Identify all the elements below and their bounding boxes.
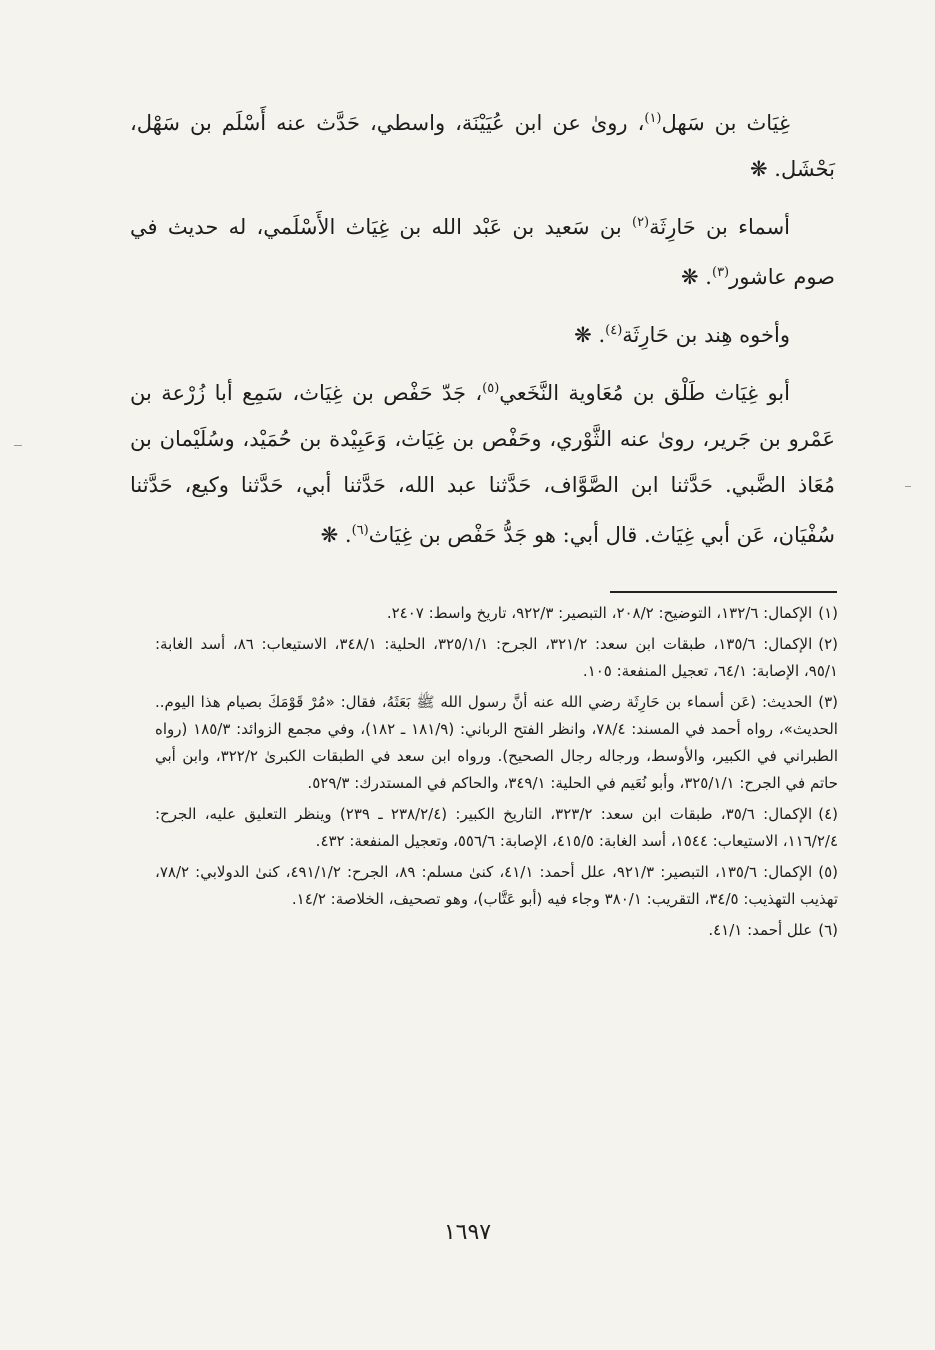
entry-text: أبو غِيَاث طَلْق بن مُعَاوية النَّخَعي bbox=[499, 381, 790, 405]
footnote-divider bbox=[610, 591, 837, 593]
footnote-text: الإكمال: ١٣٥/٦، التبصير: ٩٢١/٣، علل أحمد: ٤١/١، كنىٰ مسلم: ٨٩، الجرح: ٤٩١/١/٢، كنىٰ الدولابي: ٧٨/٢، تهذيب التهذيب: ٣٤/٥، التقريب: ٣٨٠/١ وجاء فيه (أبو عَتَّاب)، وهو تصحيف، الخلاصة: ١٤/٢. bbox=[155, 863, 838, 908]
footnotes bbox=[155, 600, 838, 948]
footnote-number: (١) bbox=[818, 604, 838, 622]
scan-edge-mark bbox=[905, 486, 911, 487]
footnote-number: (٢) bbox=[818, 635, 839, 653]
entry-ghiyath-ibn-sahl bbox=[130, 96, 835, 192]
footnote-ref: (٥) bbox=[482, 381, 500, 396]
entry-text-end: . ❋ bbox=[320, 523, 352, 547]
footnote-5 bbox=[155, 859, 838, 913]
footnote-1 bbox=[155, 600, 838, 627]
entry-text-rest: ، روىٰ عن ابن عُيَيْنَة، واسطي، حَدَّث عنه أَسْلَم بن سَهْل، بَحْشَل. ❋ bbox=[130, 111, 835, 181]
footnote-ref: (٣) bbox=[711, 265, 730, 280]
footnote-3 bbox=[155, 689, 838, 797]
footnote-text: الإكمال: ٣٥/٦، طبقات ابن سعد: ٣٢٣/٢، التاريخ الكبير: (٢٣٨/٢/٤ ـ ٢٣٩) وينظر التعليق عليه، الجرح: ١١٦/٢/٤، الاستيعاب: ١٥٤٤، أسد الغابة: ٤١٥/٥، الإصابة: ٥٥٦/٦، وتعجيل المنفعة: ٤٣٢. bbox=[155, 805, 838, 850]
entry-hind-ibn-haritha bbox=[130, 308, 835, 358]
entry-asma-ibn-haritha bbox=[130, 200, 835, 300]
footnote-text: الحديث: (عَن أسماء بن حَارِثَة رضي الله عنه أنَّ رسول الله ﷺ بَعَثَهُ، فقال: «مُرْ قَوْمَكَ بصيام هذا اليوم.. الحديث»، رواه أحمد في المسند: ٧٨/٤، وانظر الفتح الرباني: (١٨١/٩ ـ ١٨٢)، وفي مجمع الزوائد: ١٨٥/٣ (رواه الطبراني في الكبير، والأوسط، ورجاله رجال الصحيح). ورواه ابن سعد في الطبقات الكبرىٰ ٣٢٢/٢، وابن أبي حاتم في الجرح: ٣٢٥/١/١، وأبو نُعَيم في الحلية: ٣٤٩/١، والحاكم في المستدرك: ٥٢٩/٣. bbox=[155, 693, 838, 792]
footnote-2 bbox=[155, 631, 838, 685]
footnote-ref: (٢) bbox=[631, 215, 650, 230]
page-number: ١٦٩٧ bbox=[443, 1220, 492, 1245]
footnote-number: (٤) bbox=[818, 805, 838, 823]
scan-edge-mark bbox=[14, 445, 22, 446]
footnote-4 bbox=[155, 801, 838, 855]
footnote-number: (٥) bbox=[818, 863, 838, 881]
footnote-ref: (١) bbox=[644, 111, 662, 126]
main-text bbox=[130, 96, 835, 558]
footnote-ref: (٤) bbox=[605, 323, 623, 338]
entry-text-rest: بن سَعيد بن عَبْد الله بن غِيَاث الأَسْلَمي، له حديث في صوم عاشور bbox=[130, 215, 835, 289]
entry-text: أسماء بن حَارِثَة bbox=[649, 215, 790, 239]
footnote-number: (٣) bbox=[818, 693, 838, 711]
footnote-number: (٦) bbox=[818, 921, 838, 939]
footnote-ref: (٦) bbox=[351, 523, 369, 538]
footnote-text: الإكمال: ١٣٢/٦، التوضيح: ٢٠٨/٢، التبصير: ٩٢٢/٣، تاريخ واسط: ٢٤٠٧. bbox=[386, 604, 813, 622]
entry-text-rest: . ❋ bbox=[574, 323, 606, 347]
entry-text-rest: ، جَدّ حَفْص بن غِيَاث، سَمِع أبا زُرْعة بن عَمْرو بن جَرير، روىٰ عنه الثَّوْري، وحَفْص بن غِيَاث، وَعَبِيْدة بن حُمَيْد، وسُلَيْمان بن مُعَاذ الضَّبي. حَدَّثنا ابن الصَّوَّاف، حَدَّثنا عبد الله، حَدَّثنا أبي، حَدَّثنا وكيع، حَدَّثنا سُفْيَان، عَن أبي غِيَاث. قال أبي: هو جَدُّ حَفْص بن غِيَاث bbox=[130, 381, 835, 547]
entry-text: غِيَاث بن سَهل bbox=[661, 111, 790, 135]
footnote-text: علل أحمد: ٤١/١. bbox=[708, 921, 813, 939]
footnote-6 bbox=[155, 917, 838, 944]
entry-abu-ghiyath bbox=[130, 366, 835, 558]
entry-text: وأخوه هِند بن حَارِثَة bbox=[622, 323, 790, 347]
footnote-text: الإكمال: ١٣٥/٦، طبقات ابن سعد: ٣٢١/٢، الجرح: ٣٢٥/١/١، الحلية: ٣٤٨/١، الاستيعاب: ٨٦، أسد الغابة: ٩٥/١، الإصابة: ٦٤/١، تعجيل المنفعة: ١٠٥. bbox=[155, 635, 838, 680]
entry-text-end: . ❋ bbox=[681, 265, 712, 289]
